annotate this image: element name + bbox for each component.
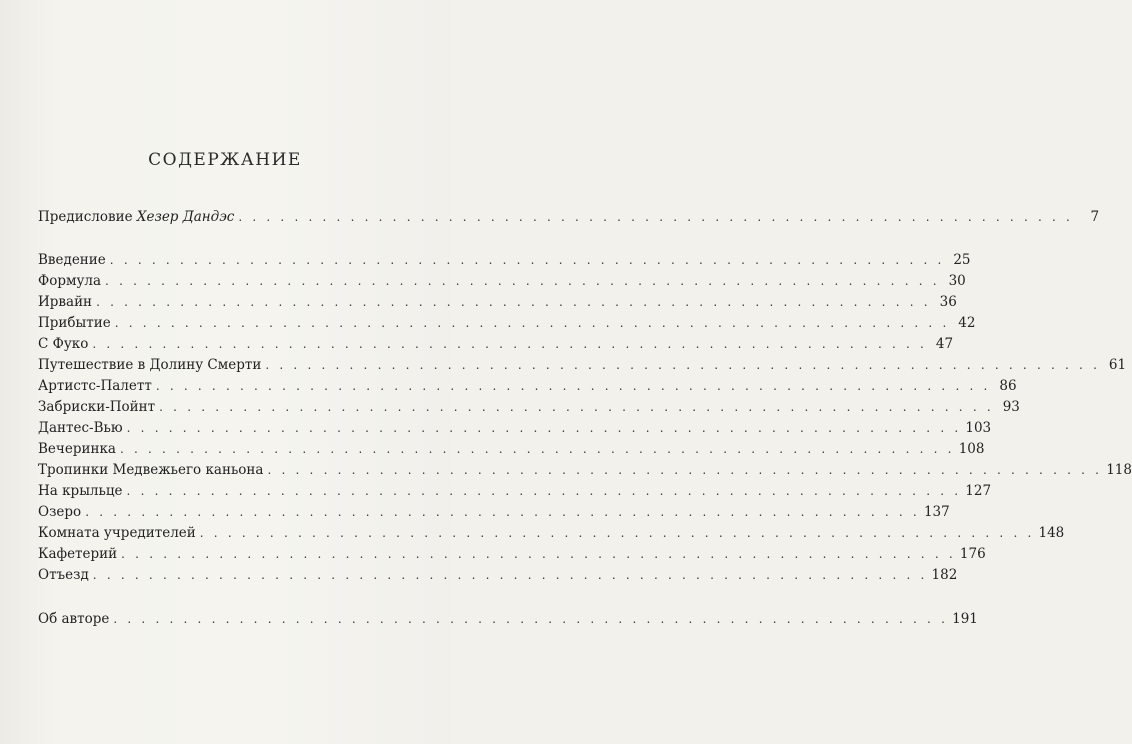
- toc-entry-label: Отъезд: [38, 567, 89, 583]
- dot-leader: . . . . . . . . . . . . . . . . . . . . . . . . . . . . . . . . . . . . . . . . . . . . . . . . . . . . . . . . . . . .: [238, 210, 1074, 224]
- toc-page-number: 25: [953, 252, 971, 268]
- toc-page-number: 118: [1106, 462, 1132, 478]
- toc-page-number: 191: [952, 611, 978, 627]
- dot-leader: . . . . . . . . . . . . . . . . . . . . . . . . . . . . . . . . . . . . . . . . . . . . . . . . . . . . . . . . . . . .: [126, 421, 962, 435]
- toc-page-number: 176: [959, 546, 986, 562]
- toc-page-number: 93: [1002, 399, 1020, 415]
- dot-leader: . . . . . . . . . . . . . . . . . . . . . . . . . . . . . . . . . . . . . . . . . . . . . . . . . . . . . . . . . . . .: [96, 295, 931, 309]
- toc-entry: [38, 271, 966, 292]
- toc-entry-label: На крыльце: [38, 483, 123, 499]
- spacer: [38, 228, 372, 250]
- toc-entry: [38, 250, 971, 271]
- spacer: [38, 586, 372, 609]
- toc-entry: [38, 523, 1065, 544]
- toc-entry: [38, 544, 986, 565]
- toc-page-number: 103: [965, 420, 992, 436]
- toc-entry: [38, 460, 1132, 481]
- dot-leader: . . . . . . . . . . . . . . . . . . . . . . . . . . . . . . . . . . . . . . . . . . . . . . . . . . . . . . . . . . . .: [155, 379, 991, 393]
- toc-page-number: 47: [935, 336, 954, 352]
- toc-entry-label: Введение: [38, 252, 106, 268]
- toc-page-number: 61: [1108, 357, 1127, 373]
- toc-page-number: 7: [1090, 209, 1100, 225]
- toc-entry-label: Прибытие: [38, 315, 111, 331]
- toc-entry: [38, 313, 976, 334]
- toc-page-number: 108: [958, 441, 985, 457]
- toc-entry-label: Предисловие Хезер Дандэс: [38, 209, 235, 225]
- toc-entry-label: Артистс-Палетт: [38, 378, 152, 394]
- toc-entry-about-author: [38, 609, 978, 630]
- toc-entry-label: Путешествие в Долину Смерти: [38, 357, 262, 373]
- toc-entry: [38, 397, 1020, 418]
- dot-leader: . . . . . . . . . . . . . . . . . . . . . . . . . . . . . . . . . . . . . . . . . . . . . . . . . . . . . . . . . . . .: [121, 547, 956, 561]
- toc-page-number: 42: [958, 315, 976, 331]
- toc-entry: [38, 418, 992, 439]
- toc-entry: [38, 334, 954, 355]
- toc-entry-label: Об авторе: [38, 611, 110, 627]
- dot-leader: . . . . . . . . . . . . . . . . . . . . . . . . . . . . . . . . . . . . . . . . . . . . . . . . . . . . . . . . . . . .: [105, 274, 940, 288]
- toc-entry-label: Комната учредителей: [38, 525, 196, 541]
- toc-entry-label: Забриски-Пойнт: [38, 399, 156, 415]
- dot-leader: . . . . . . . . . . . . . . . . . . . . . . . . . . . . . . . . . . . . . . . . . . . . . . . . . . . . . . . . . . . .: [199, 526, 1035, 540]
- toc-entry-label: Озеро: [38, 504, 82, 520]
- preface-author: Хезер Дандэс: [136, 209, 235, 225]
- dot-leader: . . . . . . . . . . . . . . . . . . . . . . . . . . . . . . . . . . . . . . . . . . . . . . . . . . . . . . . . . . . .: [109, 253, 945, 267]
- toc-entry: [38, 481, 992, 502]
- dot-leader: . . . . . . . . . . . . . . . . . . . . . . . . . . . . . . . . . . . . . . . . . . . . . . . . . . . . . . . . . . . .: [159, 400, 994, 414]
- toc-page-number: 36: [939, 294, 957, 310]
- toc-entry: [38, 376, 1017, 397]
- toc-entry-label: Кафетерий: [38, 546, 118, 562]
- toc-entry-label: Ирвайн: [38, 294, 93, 310]
- dot-leader: . . . . . . . . . . . . . . . . . . . . . . . . . . . . . . . . . . . . . . . . . . . . . . . . . . . . . . . . . . . .: [92, 568, 928, 582]
- dot-leader: . . . . . . . . . . . . . . . . . . . . . . . . . . . . . . . . . . . . . . . . . . . . . . . . . . . . . . . . . . . .: [113, 612, 949, 626]
- toc-page-number: 148: [1038, 525, 1065, 541]
- dot-leader: . . . . . . . . . . . . . . . . . . . . . . . . . . . . . . . . . . . . . . . . . . . . . . . . . . . . . . . . . . . .: [114, 316, 950, 330]
- chapter-list: [38, 250, 1132, 586]
- dot-leader: . . . . . . . . . . . . . . . . . . . . . . . . . . . . . . . . . . . . . . . . . . . . . . . . . . . . . . . . . . . .: [85, 505, 920, 519]
- toc-page-number: 30: [948, 273, 966, 289]
- toc-entry-label: С Фуко: [38, 336, 89, 352]
- toc-entry: [38, 565, 958, 586]
- toc-page-number: 86: [999, 378, 1017, 394]
- toc-entry: [38, 439, 985, 460]
- toc-entry: [38, 292, 957, 313]
- toc-entry-label: Тропинки Медвежьего каньона: [38, 462, 264, 478]
- dot-leader: . . . . . . . . . . . . . . . . . . . . . . . . . . . . . . . . . . . . . . . . . . . . . . . . . . . . . . . . . . . .: [119, 442, 955, 456]
- table-of-contents: [38, 207, 1132, 630]
- toc-entry-label: Вечеринка: [38, 441, 116, 457]
- toc-entry: [38, 355, 1127, 376]
- dot-leader: . . . . . . . . . . . . . . . . . . . . . . . . . . . . . . . . . . . . . . . . . . . . . . . . . . . . . . . . . . . .: [126, 484, 962, 498]
- toc-entry: [38, 502, 950, 523]
- toc-entry-label: Дантес-Вью: [38, 420, 123, 436]
- toc-page-number: 182: [931, 567, 958, 583]
- page-title: СОДЕРЖАНИЕ: [148, 150, 302, 170]
- toc-entry-preface: [38, 207, 1100, 228]
- dot-leader: . . . . . . . . . . . . . . . . . . . . . . . . . . . . . . . . . . . . . . . . . . . . . . . . . . . . . . . . . . . .: [267, 463, 1103, 477]
- toc-entry-label: Формула: [38, 273, 102, 289]
- toc-page-number: 127: [965, 483, 992, 499]
- toc-page-number: 137: [923, 504, 950, 520]
- dot-leader: . . . . . . . . . . . . . . . . . . . . . . . . . . . . . . . . . . . . . . . . . . . . . . . . . . . . . . . . . . . .: [265, 358, 1101, 372]
- dot-leader: . . . . . . . . . . . . . . . . . . . . . . . . . . . . . . . . . . . . . . . . . . . . . . . . . . . . . . . . . . . .: [92, 337, 928, 351]
